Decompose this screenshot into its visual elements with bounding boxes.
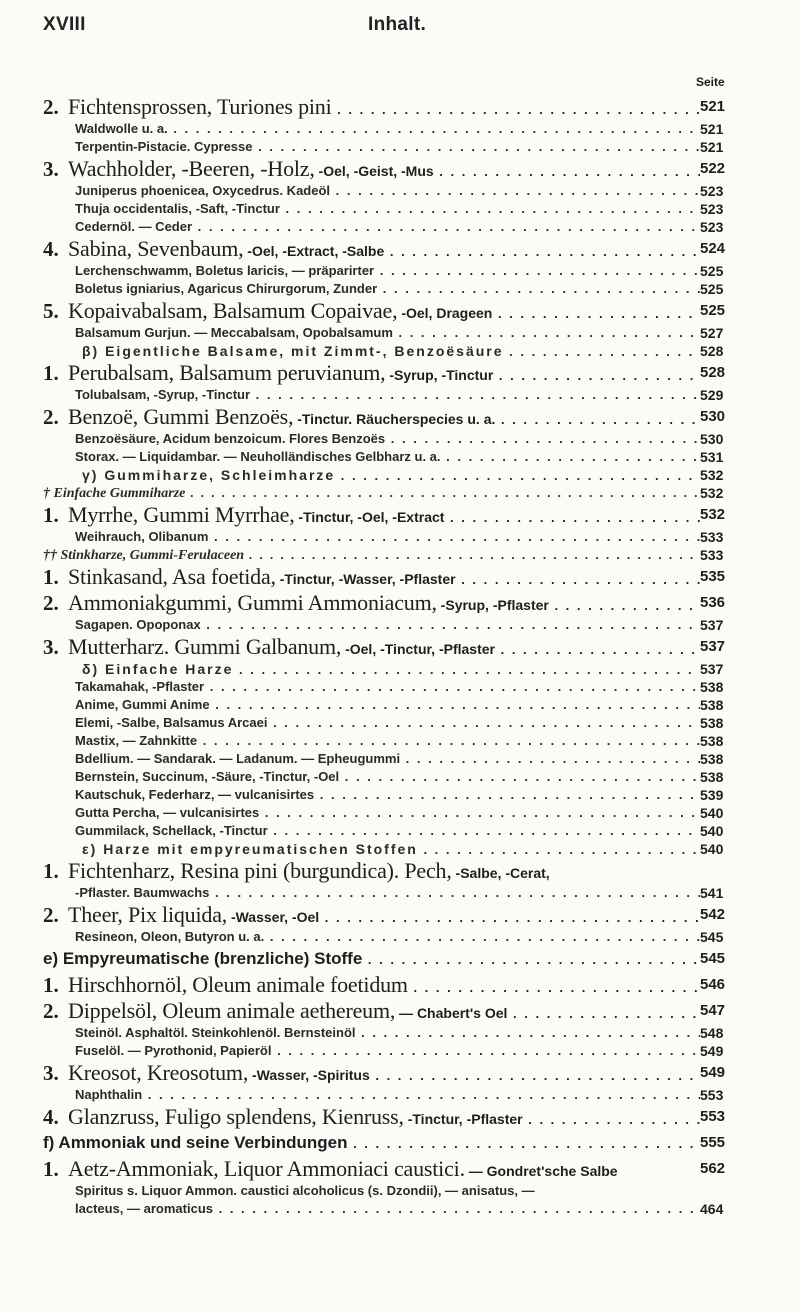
table-of-contents — [0, 94, 800, 1218]
toc-entry — [0, 946, 800, 972]
toc-entry-page: 523 — [700, 183, 724, 199]
toc-entry — [0, 1086, 800, 1104]
page-column-label: Seite — [696, 75, 725, 89]
toc-entry — [0, 324, 800, 342]
toc-entry — [0, 768, 800, 786]
toc-entry-title: β) Eigentliche Balsame, mit Zimmt-, Benzoësäure . . . — [82, 342, 700, 360]
toc-entry-page: 525 — [700, 263, 724, 279]
toc-entry-page: 547 — [700, 1002, 726, 1019]
toc-entry-title: Theer, Pix liquida, -Wasser, -Oel . . . — [68, 902, 700, 928]
toc-entry — [0, 528, 800, 546]
toc-entry — [0, 386, 800, 404]
toc-entry-title: Gutta Percha, — vulcanisirtes . . . — [75, 804, 700, 822]
toc-entry-page: 525 — [700, 281, 724, 297]
toc-entry-page: 538 — [700, 697, 724, 713]
toc-entry — [0, 1104, 800, 1130]
toc-entry-number: 3. — [43, 635, 59, 659]
toc-entry-page: 531 — [700, 449, 724, 465]
toc-entry-title: Myrrhe, Gummi Myrrhae, -Tinctur, -Oel, -Extract . . . — [68, 502, 700, 528]
toc-entry — [0, 1024, 800, 1042]
toc-entry-title: Waldwolle u. a. . . . — [75, 120, 700, 138]
toc-entry-page: 532 — [700, 485, 724, 501]
toc-entry-title: e) Empyreumatische (brenzliche) Stoffe . . . — [43, 946, 700, 972]
toc-entry-page: 521 — [700, 98, 726, 115]
toc-entry-page: 541 — [700, 885, 724, 901]
toc-entry-number: 1. — [43, 503, 59, 527]
toc-entry-page: 529 — [700, 387, 724, 403]
toc-entry — [0, 998, 800, 1024]
toc-entry-page: 538 — [700, 715, 724, 731]
toc-entry-number: 1. — [43, 859, 59, 883]
toc-entry-number: 3. — [43, 1061, 59, 1085]
toc-entry-title: Stinkasand, Asa foetida, -Tinctur, -Wasser, -Pflaster . . . — [68, 564, 700, 590]
toc-entry-title: Wachholder, -Beeren, -Holz, -Oel, -Geist, -Mus . . . — [68, 156, 700, 182]
toc-entry — [0, 138, 800, 156]
toc-entry-page: 521 — [700, 121, 724, 137]
toc-entry-title: Terpentin-Pistacie. Cypresse . . . — [75, 138, 700, 156]
toc-entry — [0, 714, 800, 732]
toc-entry — [0, 360, 800, 386]
toc-entry-page: 538 — [700, 769, 724, 785]
toc-entry-page: 530 — [700, 408, 726, 425]
toc-entry-page: 553 — [700, 1108, 726, 1125]
toc-entry-page: 545 — [700, 950, 726, 967]
toc-entry-page: 548 — [700, 1025, 724, 1041]
toc-entry — [0, 448, 800, 466]
toc-entry — [0, 732, 800, 750]
toc-entry-title: Glanzruss, Fuligo splendens, Kienruss, -Tinctur, -Pflaster . . . — [68, 1104, 700, 1130]
toc-entry — [0, 484, 800, 502]
toc-entry-page: 538 — [700, 679, 724, 695]
toc-entry-page: 540 — [700, 841, 724, 857]
toc-entry — [0, 858, 800, 884]
toc-entry — [0, 298, 800, 324]
toc-entry-title: Anime, Gummi Anime . . . — [75, 696, 700, 714]
toc-entry-page: 538 — [700, 733, 724, 749]
toc-entry-title: Dippelsöl, Oleum animale aethereum, — Chabert's Oel . . . — [68, 998, 700, 1024]
toc-entry — [0, 1042, 800, 1060]
toc-entry-number: 1. — [43, 565, 59, 589]
toc-entry — [0, 218, 800, 236]
toc-entry-number: 4. — [43, 1105, 59, 1129]
toc-entry — [0, 1060, 800, 1086]
toc-entry-title: Kautschuk, Federharz, — vulcanisirtes . . . — [75, 786, 700, 804]
toc-entry-title: Hirschhornöl, Oleum animale foetidum . . . — [68, 972, 700, 998]
toc-entry-title: Resineon, Oleon, Butyron u. a. . . . — [75, 928, 700, 946]
toc-entry — [0, 94, 800, 120]
toc-entry-page: 549 — [700, 1064, 726, 1081]
toc-entry-page: 533 — [700, 529, 724, 545]
toc-entry-page: 553 — [700, 1087, 724, 1103]
toc-entry — [0, 156, 800, 182]
toc-entry-page: 545 — [700, 929, 724, 945]
toc-entry-page: 525 — [700, 302, 726, 319]
toc-entry-title: Benzoësäure, Acidum benzoicum. Flores Benzoës . . . — [75, 430, 700, 448]
toc-entry-page: 532 — [700, 467, 724, 483]
toc-entry-page: 537 — [700, 617, 724, 633]
toc-entry-number: 2. — [43, 591, 59, 615]
toc-entry-page: 546 — [700, 976, 726, 993]
toc-entry — [0, 840, 800, 858]
toc-entry — [0, 1130, 800, 1156]
toc-entry — [0, 750, 800, 768]
toc-entry — [0, 430, 800, 448]
toc-entry — [0, 804, 800, 822]
toc-entry-page: 533 — [700, 547, 724, 563]
toc-entry-page: 537 — [700, 661, 724, 677]
toc-entry — [0, 182, 800, 200]
toc-entry-title: Benzoë, Gummi Benzoës, -Tinctur. Räucherspecies u. a. . . . — [68, 404, 700, 430]
toc-entry-number: 2. — [43, 999, 59, 1023]
toc-entry — [0, 1156, 800, 1182]
toc-entry-title: Storax. — Liquidambar. — Neuholländisches Gelbharz u. a. . . . — [75, 448, 700, 466]
toc-entry-title: Elemi, -Salbe, Balsamus Arcaei . . . — [75, 714, 700, 732]
toc-entry-title: Naphthalin . . . — [75, 1086, 700, 1104]
toc-entry-title: f) Ammoniak und seine Verbindungen . . . — [43, 1130, 700, 1156]
toc-entry-title: γ) Gummiharze, Schleimharze . . . — [82, 466, 700, 484]
toc-entry-title: Fichtenharz, Resina pini (burgundica). Pech, -Salbe, -Cerat, — [68, 858, 550, 883]
toc-entry-title: † Einfache Gummiharze . . . — [43, 484, 700, 502]
toc-entry-page: 464 — [700, 1201, 724, 1217]
toc-entry-page: 549 — [700, 1043, 724, 1059]
toc-entry-page: 522 — [700, 160, 726, 177]
toc-entry — [0, 822, 800, 840]
toc-entry-title: Bdellium. — Sandarak. — Ladanum. — Epheugummi . . . — [75, 750, 700, 768]
toc-entry-title: ε) Harze mit empyreumatischen Stoffen . . . — [82, 840, 700, 858]
toc-entry-number: 3. — [43, 157, 59, 181]
toc-entry-page: 540 — [700, 823, 724, 839]
toc-entry — [0, 404, 800, 430]
toc-entry — [0, 696, 800, 714]
toc-entry-page: 528 — [700, 343, 724, 359]
toc-entry — [0, 466, 800, 484]
page-title: Inhalt. — [368, 14, 427, 35]
toc-entry — [0, 972, 800, 998]
toc-entry-title: Aetz-Ammoniak, Liquor Ammoniaci caustici. — Gondret'sche Salbe — [68, 1156, 618, 1181]
toc-entry-number: 4. — [43, 237, 59, 261]
toc-entry-page: 524 — [700, 240, 726, 257]
toc-entry-title: Takamahak, -Pflaster . . . — [75, 678, 700, 696]
toc-entry-page: 535 — [700, 568, 726, 585]
toc-entry-page: 527 — [700, 325, 724, 341]
toc-entry-title: lacteus, — aromaticus . . . — [75, 1200, 700, 1218]
toc-entry-title: Fuselöl. — Pyrothonid, Papieröl . . . — [75, 1042, 700, 1060]
toc-entry-page: 538 — [700, 751, 724, 767]
toc-entry-page: 539 — [700, 787, 724, 803]
toc-entry-title: Kreosot, Kreosotum, -Wasser, -Spiritus . . . — [68, 1060, 700, 1086]
toc-entry — [0, 200, 800, 218]
toc-entry-title: Lerchenschwamm, Boletus laricis, — präparirter . . . — [75, 262, 700, 280]
toc-entry-page: 532 — [700, 506, 726, 523]
toc-entry — [0, 634, 800, 660]
toc-entry — [0, 342, 800, 360]
toc-entry-title: Ammoniakgummi, Gummi Ammoniacum, -Syrup, -Pflaster . . . — [68, 590, 700, 616]
toc-entry-page: 540 — [700, 805, 724, 821]
toc-entry-title: †† Stinkharze, Gummi-Ferulaceen . . . — [43, 546, 700, 564]
toc-entry-page: 528 — [700, 364, 726, 381]
toc-entry-number: 1. — [43, 361, 59, 385]
toc-entry — [0, 236, 800, 262]
toc-entry — [0, 502, 800, 528]
toc-entry — [0, 660, 800, 678]
toc-entry-title: Kopaivabalsam, Balsamum Copaivae, -Oel, Drageen . . . — [68, 298, 700, 324]
toc-entry-number: 2. — [43, 405, 59, 429]
toc-entry-title: Gummilack, Schellack, -Tinctur . . . — [75, 822, 700, 840]
toc-entry-title: Weihrauch, Olibanum . . . — [75, 528, 700, 546]
toc-entry-page: 562 — [700, 1160, 726, 1177]
toc-entry-number: 1. — [43, 1157, 59, 1181]
toc-entry — [0, 928, 800, 946]
toc-entry-title: Perubalsam, Balsamum peruvianum, -Syrup, -Tinctur . . . — [68, 360, 700, 386]
page-number: XVIII — [43, 14, 86, 35]
toc-entry-page: 523 — [700, 201, 724, 217]
toc-entry-title: Steinöl. Asphaltöl. Steinkohlenöl. Bernsteinöl . . . — [75, 1024, 700, 1042]
toc-entry — [0, 546, 800, 564]
toc-entry — [0, 786, 800, 804]
toc-entry — [0, 280, 800, 298]
toc-entry-title: Sagapen. Opoponax . . . — [75, 616, 700, 634]
toc-entry — [0, 1200, 800, 1218]
toc-entry-title: Bernstein, Succinum, -Säure, -Tinctur, -Oel . . . — [75, 768, 700, 786]
toc-entry-page: 536 — [700, 594, 726, 611]
toc-entry — [0, 616, 800, 634]
toc-entry-title: -Pflaster. Baumwachs . . . — [75, 884, 700, 902]
toc-entry — [0, 884, 800, 902]
toc-entry-title: Boletus igniarius, Agaricus Chirurgorum, Zunder . . . — [75, 280, 700, 298]
toc-entry-title: Mutterharz. Gummi Galbanum, -Oel, -Tinctur, -Pflaster . . . — [68, 634, 700, 660]
toc-entry-page: 521 — [700, 139, 724, 155]
toc-entry-number: 1. — [43, 973, 59, 997]
toc-entry-page: 542 — [700, 906, 726, 923]
toc-entry-title: Balsamum Gurjun. — Meccabalsam, Opobalsamum . . . — [75, 324, 700, 342]
toc-entry-number: 5. — [43, 299, 59, 323]
toc-entry — [0, 120, 800, 138]
toc-entry-page: 523 — [700, 219, 724, 235]
toc-entry-title: Thuja occidentalis, -Saft, -Tinctur . . . — [75, 200, 700, 218]
toc-entry-title: Sabina, Sevenbaum, -Oel, -Extract, -Salbe . . . — [68, 236, 700, 262]
toc-entry — [0, 564, 800, 590]
toc-entry-title: δ) Einfache Harze . . . — [82, 660, 700, 678]
toc-entry-title: Tolubalsam, -Syrup, -Tinctur . . . — [75, 386, 700, 404]
toc-entry — [0, 902, 800, 928]
toc-entry-number: 2. — [43, 95, 59, 119]
toc-entry — [0, 262, 800, 280]
toc-entry-number: 2. — [43, 903, 59, 927]
toc-entry-title: Fichtensprossen, Turiones pini . . . — [68, 94, 700, 120]
toc-entry — [0, 590, 800, 616]
toc-entry — [0, 678, 800, 696]
toc-entry-title: Juniperus phoenicea, Oxycedrus. Kadeöl . . . — [75, 182, 700, 200]
toc-entry — [0, 1182, 800, 1200]
toc-entry-title: Mastix, — Zahnkitte . . . — [75, 732, 700, 750]
toc-entry-page: 537 — [700, 638, 726, 655]
toc-entry-title: Cedernöl. — Ceder . . . — [75, 218, 700, 236]
toc-entry-page: 555 — [700, 1134, 726, 1151]
toc-entry-title: Spiritus s. Liquor Ammon. caustici alcoholicus (s. Dzondii), — anisatus, — — [75, 1183, 535, 1198]
toc-entry-page: 530 — [700, 431, 724, 447]
